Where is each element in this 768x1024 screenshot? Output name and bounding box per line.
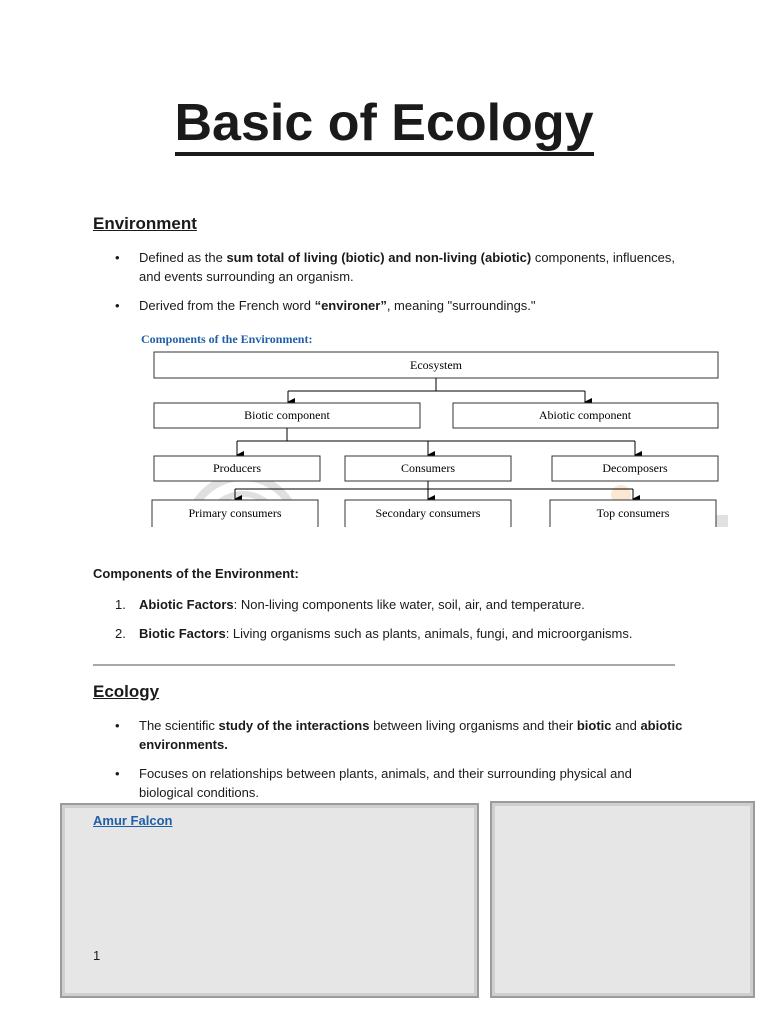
environment-bullet-list <box>93 248 683 325</box>
bullet-text: between living organisms and their <box>369 718 577 733</box>
list-item <box>93 296 683 315</box>
bullet-bold-text: abiotic environments. <box>139 718 683 752</box>
list-text: : Living organisms such as plants, animals, fungi, and microorganisms. <box>225 626 633 641</box>
bullet-bold-text: study of the interactions <box>218 718 370 733</box>
bullet-bold-text: biotic <box>576 718 612 733</box>
bullet-text: components, influences, and events surrounding an organism. <box>139 250 676 284</box>
list-number: 1. <box>115 597 126 612</box>
list-item <box>93 595 693 614</box>
page-number: 1 <box>93 948 101 963</box>
list-item <box>93 248 683 286</box>
ecosystem-label: Ecosystem <box>410 358 462 372</box>
bullet-text: Focuses on relationships between plants, animals, and their surrounding physical and biological conditions. <box>139 766 632 800</box>
list-item <box>93 764 683 802</box>
diagram-caption: Components of the Environment: <box>141 332 313 346</box>
list-item <box>93 716 683 754</box>
amur-falcon-link[interactable]: Amur Falcon <box>93 813 173 828</box>
list-bold-text: Biotic Factors <box>139 626 226 641</box>
environment-heading: Environment <box>93 214 197 233</box>
secondary-label: Secondary consumers <box>375 506 481 520</box>
producers-label: Producers <box>213 461 261 475</box>
consumers-label: Consumers <box>401 461 455 475</box>
section-divider <box>93 664 675 666</box>
components-heading: Components of the Environment: <box>93 566 299 581</box>
biotic-label: Biotic component <box>244 408 330 422</box>
list-number: 2. <box>115 626 126 641</box>
environment-diagram <box>138 327 728 527</box>
bullet-text: , meaning "surroundings." <box>386 298 536 313</box>
components-list <box>93 595 693 653</box>
bullet-text: and <box>611 718 641 733</box>
preview-panel-right[interactable] <box>490 801 755 998</box>
decomposers-label: Decomposers <box>602 461 668 475</box>
bullet-text: Defined as the <box>139 250 227 265</box>
list-text: : Non-living components like water, soil, air, and temperature. <box>233 597 585 612</box>
bullet-text: The scientific <box>139 718 219 733</box>
top-label: Top consumers <box>596 506 670 520</box>
ecology-heading: Ecology <box>93 682 160 701</box>
bullet-bold-text: sum total of living (biotic) and non-living (abiotic) <box>226 250 532 265</box>
bullet-text: Derived from the French word <box>139 298 315 313</box>
list-bold-text: Abiotic Factors <box>139 597 234 612</box>
abiotic-label: Abiotic component <box>538 408 632 422</box>
list-item <box>93 624 693 643</box>
ecology-bullet-list <box>93 716 683 812</box>
page-title <box>0 88 768 158</box>
primary-label: Primary consumers <box>188 506 282 520</box>
page-title-text: Basic of Ecology <box>175 94 594 156</box>
preview-panel-left[interactable] <box>60 803 479 998</box>
bullet-bold-text: “environer” <box>314 298 387 313</box>
